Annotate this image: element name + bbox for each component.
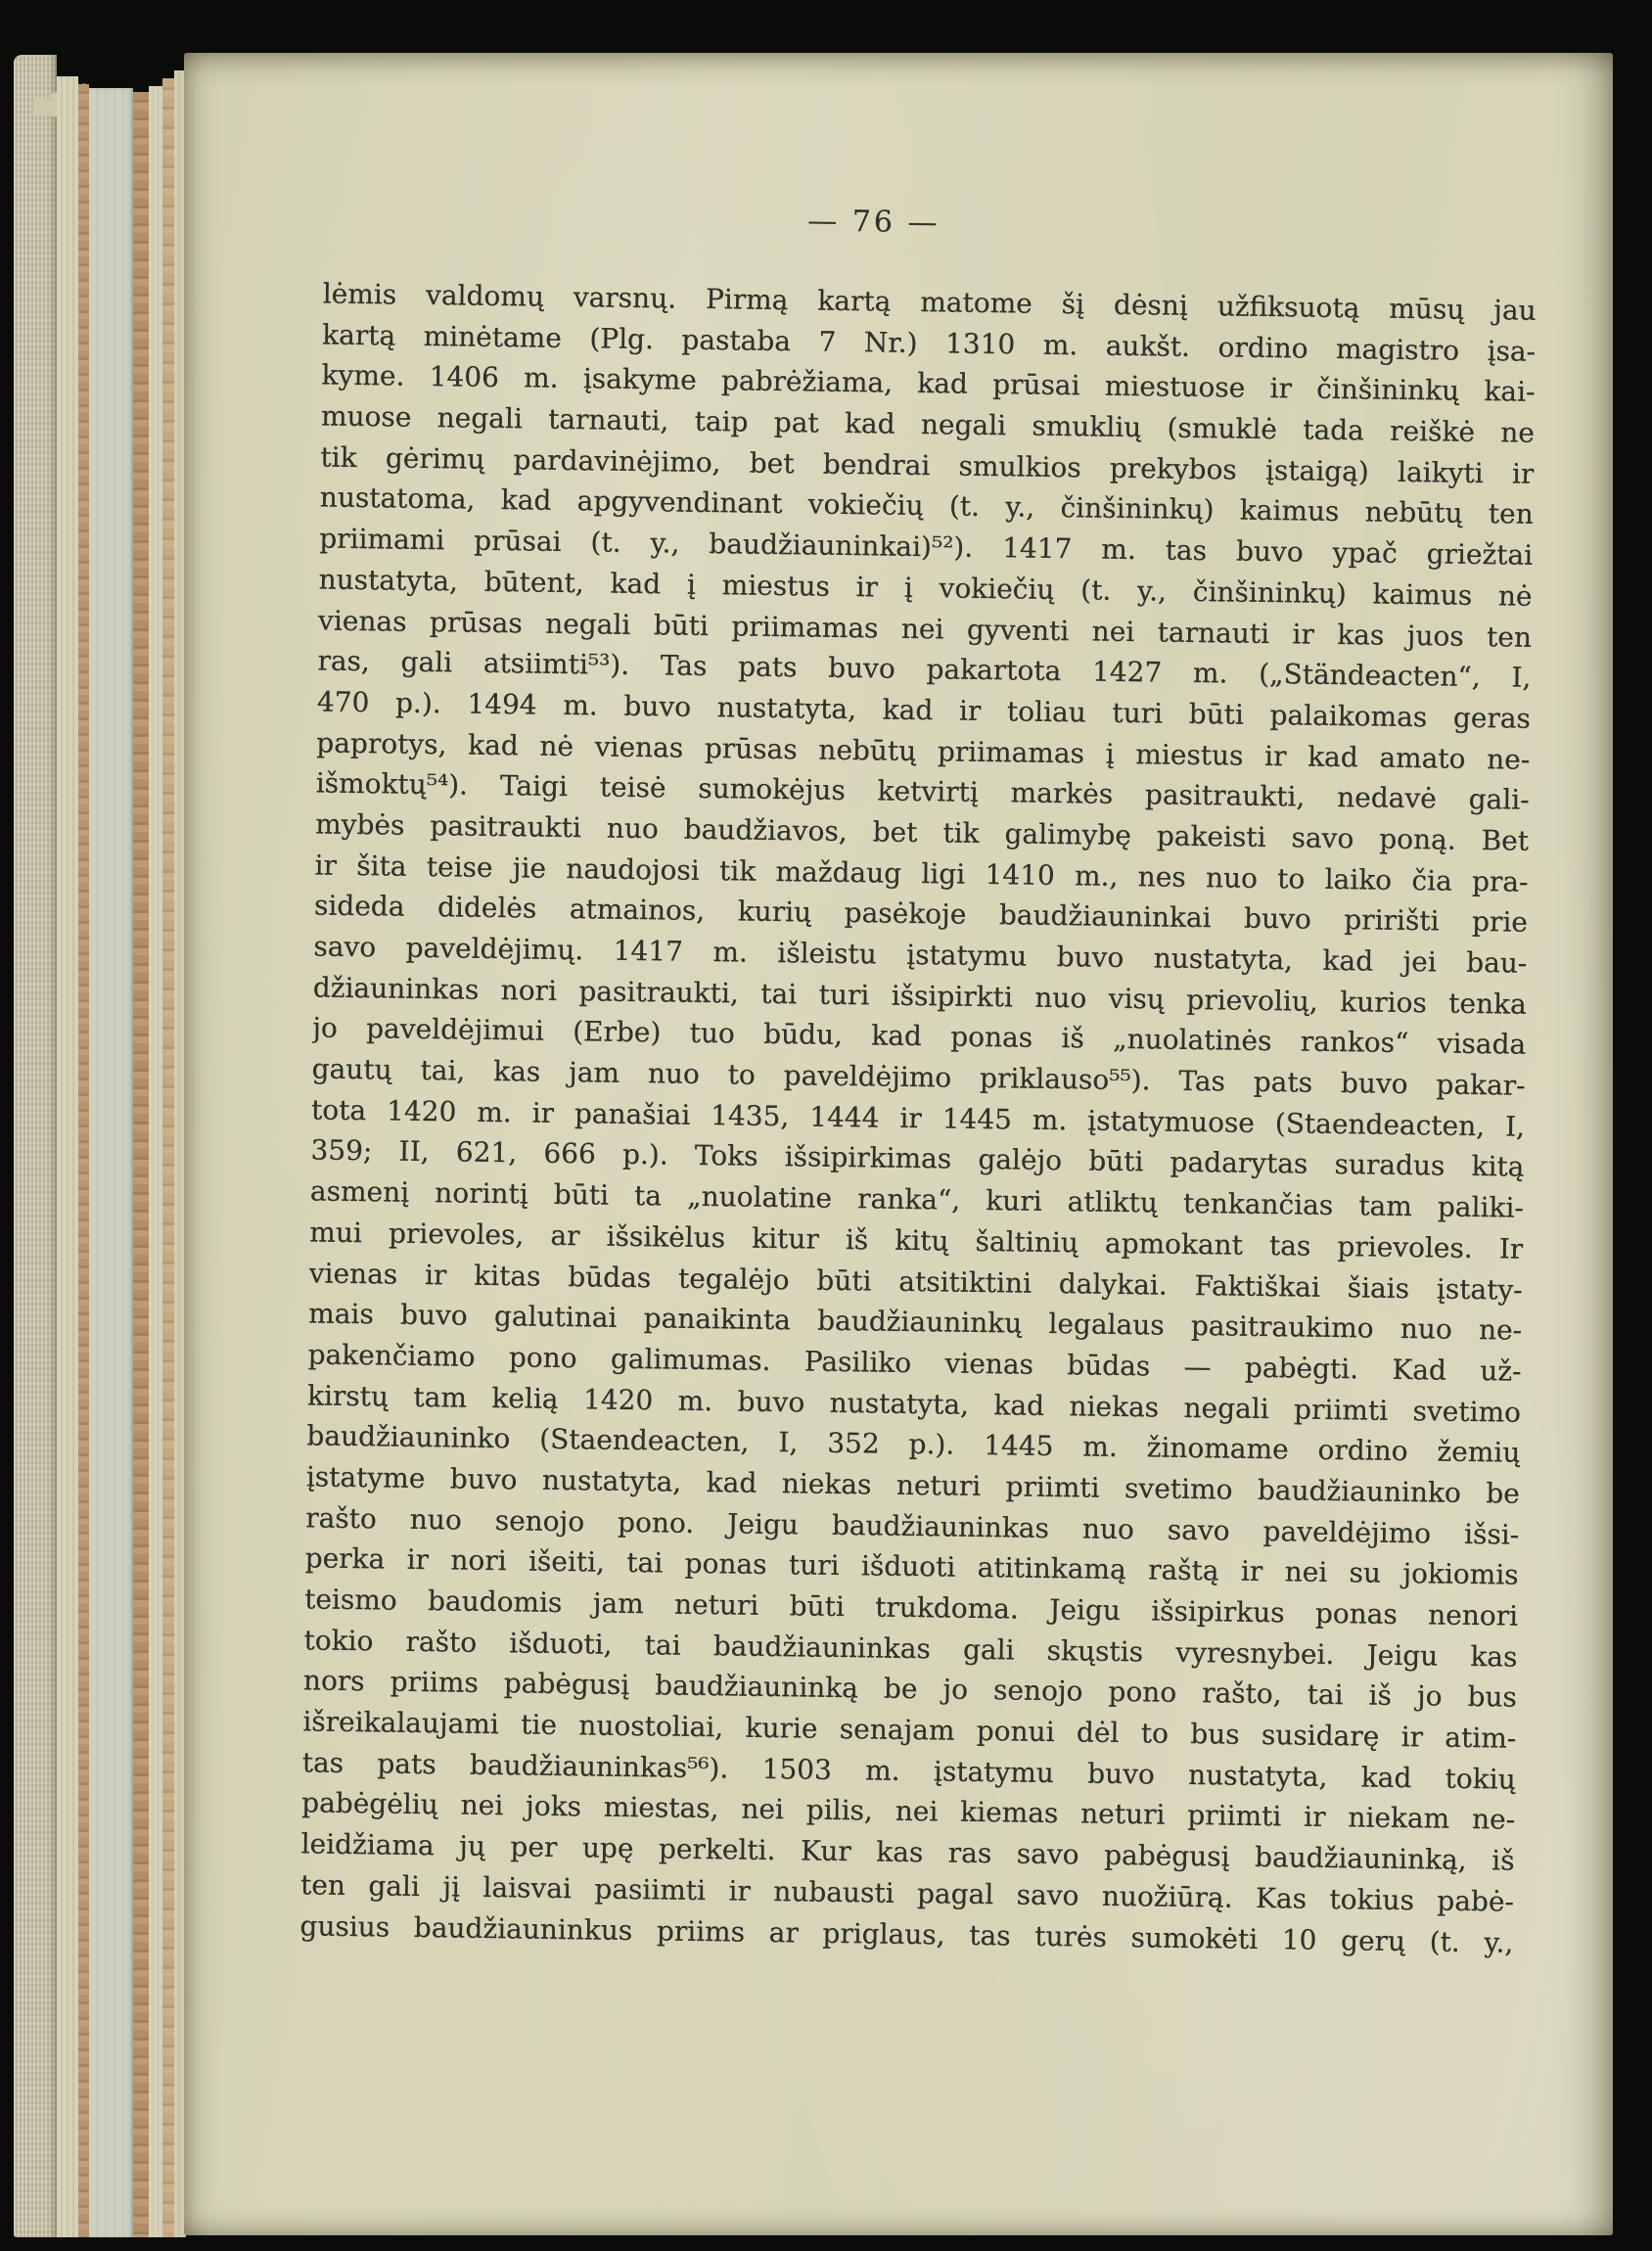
text-line: gusius baudžiauninkus priims ar priglaus, tas turės sumokėti 10 gerų (t. y., bbox=[299, 1908, 1514, 1959]
text-line: muose negali tarnauti, taip pat kad negali smuklių (smuklė tada reiškė ne bbox=[320, 399, 1536, 449]
text-line: lėmis valdomų varsnų. Pirmą kartą matome šį dėsnį užfiksuotą mūsų jau bbox=[322, 277, 1537, 327]
body-text bbox=[299, 273, 1537, 1962]
text-line: ras, gali atsiimti⁵³). Tas pats buvo pakartota 1427 m. („Ständeacten“, I, bbox=[317, 644, 1532, 694]
text-line: vienas ir kitas būdas tegalėjo būti atsitiktini dalykai. Faktiškai šiais įstaty- bbox=[308, 1256, 1523, 1307]
page-edge-strip bbox=[162, 78, 174, 2237]
text-line: tokio rašto išduoti, tai baudžiauninkas gali skųstis vyresnybei. Jeigu kas bbox=[303, 1623, 1518, 1674]
text-line: įstatyme buvo nustatyta, kad niekas neturi priimti svetimo baudžiauninko be bbox=[305, 1460, 1520, 1510]
text-line: išmoktų⁵⁴). Taigi teisė sumokėjus ketvirtį markės pasitraukti, nedavė gali- bbox=[315, 766, 1530, 816]
text-line: 359; II, 621, 666 p.). Toks išsipirkimas galėjo būti padarytas suradus kitą bbox=[310, 1133, 1525, 1184]
text-line: nustatoma, kad apgyvendinant vokiečių (t. y., činšininkų) kaimus nebūtų ten bbox=[319, 481, 1534, 531]
text-line: kirstų tam kelią 1420 m. buvo nustatyta, kad niekas negali priimti svetimo bbox=[306, 1378, 1522, 1429]
text-line: mui prievoles, ar išsikėlus kitur iš kitų šaltinių apmokant tas prievoles. Ir bbox=[309, 1216, 1524, 1265]
page-edge-strip bbox=[89, 88, 133, 2237]
text-line: išreikalaujami tie nuostoliai, kurie senajam ponui dėl to bus susidarę ir atim- bbox=[302, 1705, 1517, 1755]
page-edge-strip bbox=[78, 84, 89, 2237]
page-edge-strip bbox=[149, 86, 162, 2237]
text-line: kartą minėtame (Plg. pastaba 7 Nr.) 1310 m. aukšt. ordino magistro įsa- bbox=[321, 318, 1537, 368]
text-line: teismo baudomis jam neturi būti trukdoma. Jeigu išsipirkus ponas nenori bbox=[303, 1583, 1519, 1632]
text-line: kyme. 1406 m. įsakyme pabrėžiama, kad prūsai miestuose ir činšininkų kai- bbox=[321, 358, 1536, 409]
text-line: gautų tai, kas jam nuo to paveldėjimo priklauso⁵⁵). Tas pats buvo pakar- bbox=[311, 1052, 1526, 1102]
text-line: rašto nuo senojo pono. Jeigu baudžiauninkas nuo savo paveldėjimo išsi- bbox=[305, 1500, 1520, 1551]
text-line: džiauninkas nori pasitraukti, tai turi išsipirkti nuo visų prievolių, kurios tenka bbox=[312, 971, 1527, 1021]
page-edge-strip bbox=[133, 92, 149, 2237]
text-line: baudžiauninko (Staendeacten, I, 352 p.). 1445 m. žinomame ordino žemių bbox=[306, 1419, 1521, 1469]
page-number: — 76 — bbox=[806, 204, 941, 241]
text-line: perka ir nori išeiti, tai ponas turi išduoti atitinkamą raštą ir nei su jokiomis bbox=[304, 1541, 1519, 1591]
text-line: nustatyta, būtent, kad į miestus ir į vokiečių (t. y., činšininkų) kaimus nė bbox=[318, 563, 1533, 613]
text-line: vienas prūsas negali būti priimamas nei gyventi nei tarnauti ir kas juos ten bbox=[317, 603, 1533, 654]
text-line: tas pats baudžiauninkas⁵⁶). 1503 m. įstatymu buvo nustatyta, kad tokių bbox=[301, 1746, 1516, 1796]
text-line: leidžiama jų per upę perkelti. Kur kas ras savo pabėgusį baudžiauninką, iš bbox=[300, 1827, 1515, 1877]
printed-content bbox=[299, 204, 1537, 1962]
text-line: tota 1420 m. ir panašiai 1435, 1444 ir 1445 m. įstatymuose (Staendeacten, I, bbox=[310, 1093, 1526, 1143]
text-line: jo paveldėjimui (Erbe) tuo būdu, kad ponas iš „nuolatinės rankos“ visada bbox=[311, 1011, 1527, 1062]
book-page bbox=[184, 53, 1613, 2235]
text-line: asmenį norintį būti ta „nuolatine ranka“, kuri atliktų tenkančias tam paliki- bbox=[309, 1174, 1525, 1224]
text-line: savo paveldėjimų. 1417 m. išleistu įstatymu buvo nustatyta, kad jei bau- bbox=[313, 930, 1528, 980]
text-line: mybės pasitraukti nuo baudžiavos, bet tik galimybę pakeisti savo poną. Bet bbox=[314, 807, 1530, 857]
text-line: priimami prūsai (t. y., baudžiauninkai)⁵²). 1417 m. tas buvo ypač griežtai bbox=[318, 522, 1534, 572]
text-line: paprotys, kad nė vienas prūsas nebūtų priimamas į miestus ir kad amato ne- bbox=[316, 725, 1531, 776]
text-line: ten gali jį laisvai pasiimti ir nubausti pagal savo nuožiūrą. Kas tokius pabė- bbox=[299, 1868, 1515, 1918]
book-cover-edge bbox=[14, 55, 57, 2237]
text-line: pakenčiamo pono galimumas. Pasiliko vienas būdas — pabėgti. Kad už- bbox=[307, 1338, 1522, 1388]
text-line: nors priims pabėgusį baudžiauninką be jo senojo pono rašto, tai iš jo bus bbox=[302, 1664, 1518, 1714]
text-line: ir šita teise jie naudojosi tik maždaug ligi 1410 m., nes nuo to laiko čia pra- bbox=[314, 848, 1529, 898]
frayed-cloth-corner bbox=[32, 98, 60, 116]
text-line: 470 p.). 1494 m. buvo nustatyta, kad ir toliau turi būti palaikomas geras bbox=[316, 685, 1531, 735]
text-line: mais buvo galutinai panaikinta baudžiauninkų legalaus pasitraukimo nuo ne- bbox=[307, 1297, 1523, 1347]
stacked-page-edges bbox=[57, 0, 186, 2237]
text-line: tik gėrimų pardavinėjimo, bet bendrai smulkios prekybos įstaigą) laikyti ir bbox=[320, 440, 1535, 490]
page-edge-strip bbox=[57, 76, 78, 2237]
text-line: sideda didelės atmainos, kurių pasėkoje baudžiauninkai buvo pririšti prie bbox=[313, 889, 1529, 939]
text-line: pabėgėlių nei joks miestas, nei pilis, nei kiemas neturi priimti ir niekam ne- bbox=[300, 1786, 1516, 1837]
